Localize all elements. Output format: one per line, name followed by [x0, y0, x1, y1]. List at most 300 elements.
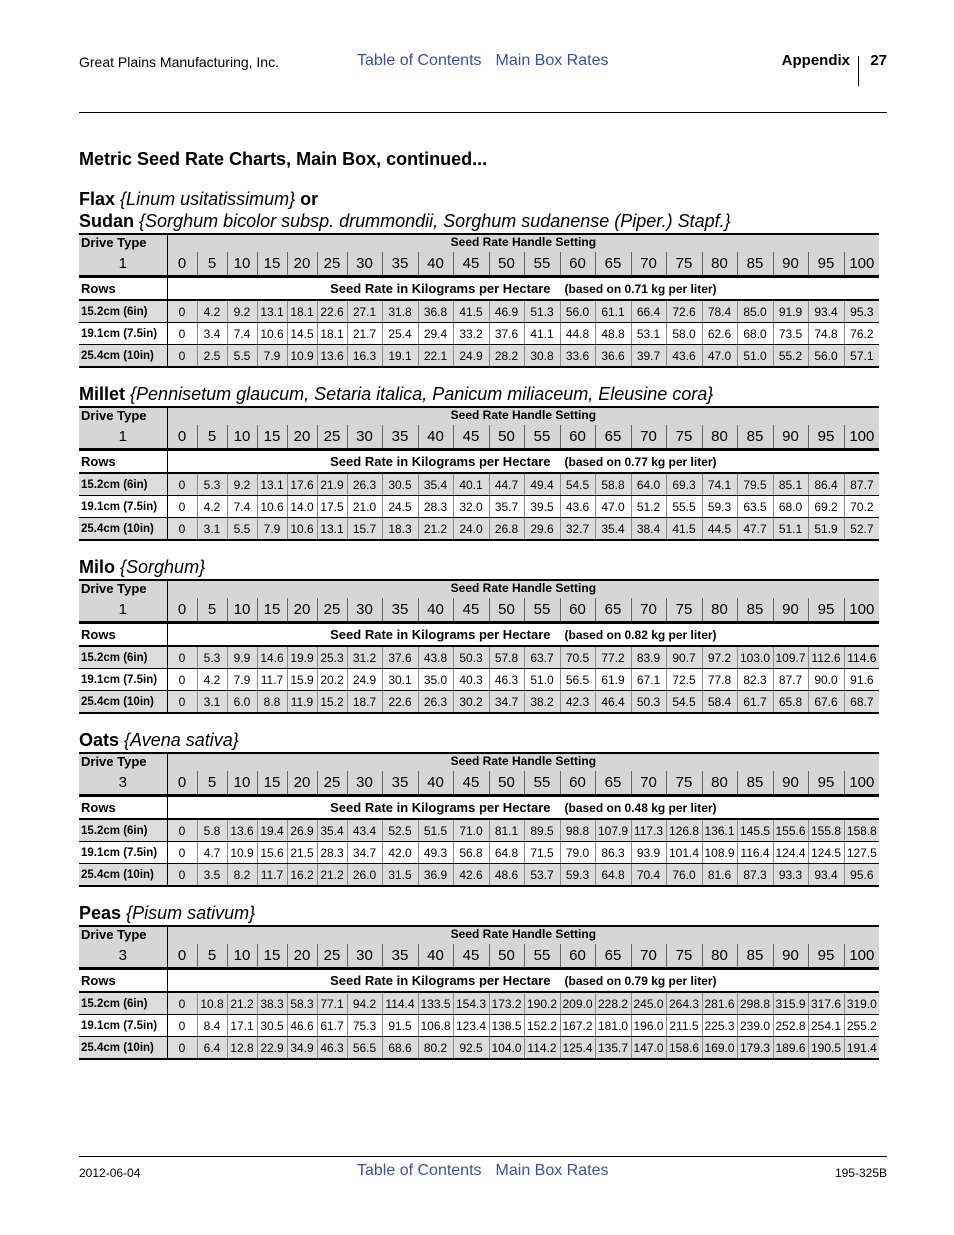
crop-name: Sudan [79, 211, 135, 231]
handle-settings-row [79, 771, 879, 796]
rate-cell: 181.0 [595, 1015, 631, 1037]
handle-setting-cell: 55 [524, 771, 560, 796]
rate-cell: 7.9 [257, 345, 287, 368]
rate-cell: 73.5 [773, 323, 808, 345]
rate-cell: 5.3 [197, 646, 227, 669]
rate-cell: 61.9 [595, 669, 631, 691]
footer-rule [79, 1156, 887, 1157]
rate-cell: 15.2 [317, 691, 347, 714]
row-spacing-label: 15.2cm (6in) [79, 300, 167, 323]
rate-cell: 225.3 [702, 1015, 737, 1037]
rate-cell: 48.6 [489, 864, 524, 887]
rate-cell: 85.1 [773, 473, 808, 496]
row-spacing-label: 15.2cm (6in) [79, 992, 167, 1015]
handle-setting-cell: 25 [317, 771, 347, 796]
rate-cell: 31.8 [382, 300, 418, 323]
footer-main-box-rates-link[interactable]: Main Box Rates [495, 1162, 609, 1179]
row-spacing-label: 19.1cm (7.5in) [79, 496, 167, 518]
rate-cell: 46.6 [287, 1015, 317, 1037]
handle-setting-cell: 70 [631, 252, 666, 277]
rate-cell: 47.7 [737, 518, 773, 541]
handle-setting-cell: 0 [167, 771, 197, 796]
handle-setting-cell: 55 [524, 944, 560, 969]
rate-cell: 24.9 [347, 669, 382, 691]
handle-setting-cell: 50 [489, 252, 524, 277]
rate-cell: 22.6 [382, 691, 418, 714]
rate-cell: 35.4 [418, 473, 453, 496]
rate-cell: 4.2 [197, 300, 227, 323]
handle-setting-cell: 85 [737, 252, 773, 277]
rate-cell: 51.0 [737, 345, 773, 368]
seed-rate-table [79, 233, 879, 368]
handle-setting-cell: 45 [453, 944, 489, 969]
table-row [79, 819, 879, 842]
rate-cell: 69.3 [666, 473, 702, 496]
handle-setting-cell: 95 [808, 944, 844, 969]
rate-cell: 145.5 [737, 819, 773, 842]
rate-caption [167, 969, 879, 993]
rate-cell: 4.2 [197, 496, 227, 518]
header-nav [357, 52, 608, 70]
handle-setting-cell: 65 [595, 771, 631, 796]
rate-cell: 21.2 [317, 864, 347, 887]
rate-cell: 14.0 [287, 496, 317, 518]
rate-cell: 30.5 [257, 1015, 287, 1037]
row-spacing-label: 25.4cm (10in) [79, 1037, 167, 1060]
handle-setting-cell: 30 [347, 944, 382, 969]
rate-cell: 5.5 [227, 345, 257, 368]
handle-setting-cell: 60 [560, 944, 595, 969]
rate-cell: 36.6 [595, 345, 631, 368]
rows-label: Rows [79, 796, 167, 820]
drive-type-value: 1 [79, 425, 167, 450]
rate-basis: (based on 0.77 kg per liter) [564, 454, 717, 469]
handle-setting-label: Seed Rate Handle Setting [167, 926, 879, 944]
rate-cell: 106.8 [418, 1015, 453, 1037]
table-row [79, 842, 879, 864]
rate-cell: 47.0 [595, 496, 631, 518]
handle-setting-cell: 75 [666, 252, 702, 277]
rate-cell: 87.7 [844, 473, 879, 496]
handle-setting-cell: 10 [227, 252, 257, 277]
handle-setting-cell: 50 [489, 944, 524, 969]
handle-setting-cell: 85 [737, 771, 773, 796]
handle-setting-cell: 15 [257, 425, 287, 450]
rate-cell: 8.2 [227, 864, 257, 887]
rate-cell: 18.3 [382, 518, 418, 541]
rate-cell: 29.4 [418, 323, 453, 345]
crop-title-peas [79, 902, 255, 924]
rate-cell: 10.6 [257, 496, 287, 518]
table-row [79, 323, 879, 345]
rate-cell: 43.8 [418, 646, 453, 669]
crop-name: Millet [79, 384, 126, 404]
rate-cell: 114.2 [524, 1037, 560, 1060]
row-spacing-label: 25.4cm (10in) [79, 864, 167, 887]
rate-cell: 95.6 [844, 864, 879, 887]
handle-setting-cell: 35 [382, 598, 418, 623]
rate-cell: 317.6 [808, 992, 844, 1015]
rate-cell: 211.5 [666, 1015, 702, 1037]
rate-cell: 116.4 [737, 842, 773, 864]
handle-setting-cell: 20 [287, 598, 317, 623]
handle-setting-cell: 80 [702, 771, 737, 796]
drive-type-header [79, 580, 879, 598]
handle-setting-cell: 5 [197, 425, 227, 450]
rate-cell: 38.4 [631, 518, 666, 541]
drive-type-header [79, 753, 879, 771]
rate-cell: 59.3 [560, 864, 595, 887]
rate-cell: 57.1 [844, 345, 879, 368]
rate-cell: 4.2 [197, 669, 227, 691]
rate-cell: 35.4 [595, 518, 631, 541]
rate-cell: 281.6 [702, 992, 737, 1015]
rate-cell: 21.2 [227, 992, 257, 1015]
rate-basis: (based on 0.82 kg per liter) [564, 627, 717, 642]
crop-scientific-name: {Linum usitatissimum} [120, 189, 296, 209]
rate-cell: 81.6 [702, 864, 737, 887]
rate-cell: 127.5 [844, 842, 879, 864]
row-spacing-label: 25.4cm (10in) [79, 345, 167, 368]
rate-cell: 19.4 [257, 819, 287, 842]
rate-cell: 77.2 [595, 646, 631, 669]
page-footer [79, 1162, 887, 1186]
rate-cell: 26.0 [347, 864, 382, 887]
rows-label: Rows [79, 623, 167, 647]
handle-setting-cell: 15 [257, 252, 287, 277]
rate-cell: 101.4 [666, 842, 702, 864]
handle-setting-cell: 75 [666, 598, 702, 623]
handle-setting-cell: 20 [287, 252, 317, 277]
rate-cell: 0 [167, 669, 197, 691]
handle-setting-cell: 65 [595, 598, 631, 623]
crop-title-millet [79, 383, 713, 405]
crop-scientific-name: {Sorghum} [120, 557, 206, 577]
rate-cell: 264.3 [666, 992, 702, 1015]
handle-setting-cell: 95 [808, 598, 844, 623]
document-code: 195-325B [834, 1166, 887, 1180]
rate-cell: 41.5 [453, 300, 489, 323]
rate-cell: 64.8 [595, 864, 631, 887]
rate-cell: 6.0 [227, 691, 257, 714]
rate-cell: 86.4 [808, 473, 844, 496]
rate-cell: 46.3 [489, 669, 524, 691]
rate-cell: 6.4 [197, 1037, 227, 1060]
rows-header [79, 969, 879, 993]
rate-cell: 61.7 [737, 691, 773, 714]
crop-title-flax [79, 188, 318, 210]
rate-cell: 41.1 [524, 323, 560, 345]
handle-setting-label: Seed Rate Handle Setting [167, 234, 879, 252]
rate-title: Seed Rate in Kilograms per Hectare [330, 453, 551, 469]
rate-cell: 27.1 [347, 300, 382, 323]
handle-setting-cell: 50 [489, 425, 524, 450]
rate-caption [167, 796, 879, 820]
rate-cell: 46.4 [595, 691, 631, 714]
rate-cell: 40.1 [453, 473, 489, 496]
rate-cell: 124.5 [808, 842, 844, 864]
rate-cell: 33.2 [453, 323, 489, 345]
section-title: Metric Seed Rate Charts, Main Box, continued... [79, 149, 488, 169]
rate-cell: 57.8 [489, 646, 524, 669]
table-row [79, 518, 879, 541]
rate-cell: 28.3 [317, 842, 347, 864]
handle-setting-cell: 90 [773, 252, 808, 277]
rate-cell: 7.9 [257, 518, 287, 541]
rate-cell: 42.0 [382, 842, 418, 864]
rate-cell: 42.3 [560, 691, 595, 714]
rows-label: Rows [79, 277, 167, 301]
rate-cell: 0 [167, 864, 197, 887]
rate-cell: 0 [167, 473, 197, 496]
rate-cell: 7.4 [227, 496, 257, 518]
handle-setting-cell: 100 [844, 598, 879, 623]
rate-cell: 133.5 [418, 992, 453, 1015]
rate-cell: 167.2 [560, 1015, 595, 1037]
handle-setting-cell: 35 [382, 771, 418, 796]
crop-title-oats [79, 729, 239, 751]
handle-setting-cell: 35 [382, 425, 418, 450]
row-spacing-label: 19.1cm (7.5in) [79, 1015, 167, 1037]
handle-setting-cell: 45 [453, 252, 489, 277]
rate-cell: 123.4 [453, 1015, 489, 1037]
rate-cell: 93.3 [773, 864, 808, 887]
rate-cell: 10.6 [287, 518, 317, 541]
rate-cell: 87.7 [773, 669, 808, 691]
handle-setting-cell: 100 [844, 771, 879, 796]
drive-type-label: Drive Type [79, 753, 167, 771]
table-row [79, 300, 879, 323]
handle-setting-cell: 5 [197, 598, 227, 623]
rate-cell: 191.4 [844, 1037, 879, 1060]
rate-cell: 49.4 [524, 473, 560, 496]
rate-cell: 56.5 [560, 669, 595, 691]
handle-setting-cell: 25 [317, 252, 347, 277]
rate-cell: 109.7 [773, 646, 808, 669]
rate-cell: 38.2 [524, 691, 560, 714]
rate-cell: 32.0 [453, 496, 489, 518]
rate-cell: 71.0 [453, 819, 489, 842]
handle-setting-cell: 40 [418, 944, 453, 969]
crop-scientific-name: {Pennisetum glaucum, Setaria italica, Panicum miliaceum, Eleusine cora} [130, 384, 714, 404]
rate-cell: 64.0 [631, 473, 666, 496]
rate-cell: 77.1 [317, 992, 347, 1015]
rate-table-millet [79, 406, 876, 541]
handle-setting-cell: 20 [287, 771, 317, 796]
rate-cell: 89.5 [524, 819, 560, 842]
footer-table-of-contents-link[interactable]: Table of Contents [357, 1162, 482, 1179]
handle-setting-cell: 15 [257, 771, 287, 796]
rate-cell: 3.1 [197, 518, 227, 541]
rate-cell: 155.6 [773, 819, 808, 842]
rate-cell: 0 [167, 691, 197, 714]
rate-cell: 16.2 [287, 864, 317, 887]
handle-setting-cell: 60 [560, 771, 595, 796]
rate-cell: 71.5 [524, 842, 560, 864]
handle-setting-cell: 75 [666, 944, 702, 969]
handle-setting-cell: 90 [773, 425, 808, 450]
rate-cell: 114.4 [382, 992, 418, 1015]
rate-cell: 48.8 [595, 323, 631, 345]
rate-cell: 35.4 [317, 819, 347, 842]
rate-cell: 18.1 [317, 323, 347, 345]
rate-cell: 0 [167, 1015, 197, 1037]
handle-setting-cell: 60 [560, 598, 595, 623]
rate-cell: 43.6 [560, 496, 595, 518]
row-spacing-label: 15.2cm (6in) [79, 646, 167, 669]
handle-setting-cell: 35 [382, 944, 418, 969]
handle-setting-cell: 60 [560, 425, 595, 450]
rate-cell: 19.9 [287, 646, 317, 669]
rate-cell: 190.5 [808, 1037, 844, 1060]
handle-setting-cell: 90 [773, 944, 808, 969]
rate-cell: 11.7 [257, 669, 287, 691]
rate-cell: 17.5 [317, 496, 347, 518]
rate-cell: 25.3 [317, 646, 347, 669]
row-spacing-label: 25.4cm (10in) [79, 518, 167, 541]
rate-cell: 21.2 [418, 518, 453, 541]
rate-cell: 58.4 [702, 691, 737, 714]
rate-cell: 104.0 [489, 1037, 524, 1060]
rate-cell: 56.0 [808, 345, 844, 368]
handle-setting-cell: 5 [197, 252, 227, 277]
rate-cell: 47.0 [702, 345, 737, 368]
crop-name: Oats [79, 730, 120, 750]
rate-cell: 19.1 [382, 345, 418, 368]
rate-cell: 173.2 [489, 992, 524, 1015]
handle-setting-cell: 15 [257, 944, 287, 969]
rate-cell: 36.8 [418, 300, 453, 323]
drive-type-label: Drive Type [79, 234, 167, 252]
rate-cell: 56.0 [560, 300, 595, 323]
header-divider [858, 56, 859, 86]
table-row [79, 864, 879, 887]
rate-cell: 65.8 [773, 691, 808, 714]
rate-cell: 74.8 [808, 323, 844, 345]
rate-table-milo [79, 579, 876, 714]
rate-cell: 13.1 [317, 518, 347, 541]
table-of-contents-link[interactable]: Table of Contents [357, 52, 482, 69]
handle-setting-cell: 35 [382, 252, 418, 277]
rate-cell: 87.3 [737, 864, 773, 887]
handle-setting-cell: 25 [317, 425, 347, 450]
rate-cell: 2.5 [197, 345, 227, 368]
rate-cell: 50.3 [631, 691, 666, 714]
handle-setting-cell: 80 [702, 944, 737, 969]
handle-setting-cell: 0 [167, 598, 197, 623]
rate-cell: 39.5 [524, 496, 560, 518]
rate-cell: 90.0 [808, 669, 844, 691]
handle-setting-cell: 30 [347, 771, 382, 796]
handle-setting-cell: 85 [737, 944, 773, 969]
handle-setting-cell: 20 [287, 944, 317, 969]
handle-setting-cell: 50 [489, 598, 524, 623]
rate-cell: 91.5 [382, 1015, 418, 1037]
handle-setting-cell: 30 [347, 252, 382, 277]
table-row [79, 669, 879, 691]
rate-cell: 55.2 [773, 345, 808, 368]
crop-title-milo [79, 556, 205, 578]
rate-cell: 16.3 [347, 345, 382, 368]
rate-cell: 58.3 [287, 992, 317, 1015]
handle-setting-cell: 40 [418, 771, 453, 796]
rate-cell: 76.0 [666, 864, 702, 887]
rate-cell: 21.5 [287, 842, 317, 864]
rate-cell: 9.2 [227, 300, 257, 323]
table-row [79, 992, 879, 1015]
table-row [79, 496, 879, 518]
rate-cell: 5.3 [197, 473, 227, 496]
rate-cell: 42.6 [453, 864, 489, 887]
handle-setting-cell: 65 [595, 944, 631, 969]
rate-cell: 22.1 [418, 345, 453, 368]
rate-cell: 38.3 [257, 992, 287, 1015]
seed-rate-table [79, 579, 879, 714]
rate-cell: 17.6 [287, 473, 317, 496]
handle-setting-cell: 95 [808, 771, 844, 796]
rate-cell: 24.9 [453, 345, 489, 368]
main-box-rates-link[interactable]: Main Box Rates [495, 52, 609, 69]
rate-cell: 82.3 [737, 669, 773, 691]
rate-cell: 147.0 [631, 1037, 666, 1060]
rate-cell: 63.7 [524, 646, 560, 669]
row-spacing-label: 19.1cm (7.5in) [79, 842, 167, 864]
rate-cell: 10.6 [257, 323, 287, 345]
rate-cell: 13.6 [317, 345, 347, 368]
rate-cell: 68.0 [737, 323, 773, 345]
crop-title-sudan [79, 210, 731, 232]
rate-cell: 72.6 [666, 300, 702, 323]
handle-setting-cell: 55 [524, 425, 560, 450]
rate-cell: 158.8 [844, 819, 879, 842]
rate-cell: 44.5 [702, 518, 737, 541]
rate-table-flax-sudan [79, 233, 876, 368]
rate-cell: 51.1 [773, 518, 808, 541]
rate-cell: 158.6 [666, 1037, 702, 1060]
rate-cell: 28.3 [418, 496, 453, 518]
rate-cell: 93.4 [808, 300, 844, 323]
rate-cell: 53.1 [631, 323, 666, 345]
rate-cell: 0 [167, 1037, 197, 1060]
rate-cell: 97.2 [702, 646, 737, 669]
handle-setting-cell: 30 [347, 425, 382, 450]
rate-cell: 95.3 [844, 300, 879, 323]
rate-cell: 69.2 [808, 496, 844, 518]
rate-cell: 108.9 [702, 842, 737, 864]
rate-cell: 30.5 [382, 473, 418, 496]
rate-cell: 46.3 [317, 1037, 347, 1060]
handle-setting-cell: 80 [702, 425, 737, 450]
rate-cell: 22.9 [257, 1037, 287, 1060]
rate-cell: 68.6 [382, 1037, 418, 1060]
rate-cell: 75.3 [347, 1015, 382, 1037]
rate-cell: 26.9 [287, 819, 317, 842]
rate-cell: 51.9 [808, 518, 844, 541]
handle-setting-cell: 85 [737, 598, 773, 623]
rate-cell: 56.8 [453, 842, 489, 864]
rate-cell: 63.5 [737, 496, 773, 518]
rate-caption [167, 277, 879, 301]
handle-setting-cell: 25 [317, 944, 347, 969]
rate-cell: 5.8 [197, 819, 227, 842]
rate-cell: 32.7 [560, 518, 595, 541]
rate-cell: 66.4 [631, 300, 666, 323]
rate-cell: 0 [167, 496, 197, 518]
rows-header [79, 450, 879, 474]
rate-cell: 41.5 [666, 518, 702, 541]
rate-cell: 13.1 [257, 300, 287, 323]
crop-scientific-name: {Sorghum bicolor subsp. drummondii, Sorghum sudanense (Piper.) Stapf.} [139, 211, 731, 231]
